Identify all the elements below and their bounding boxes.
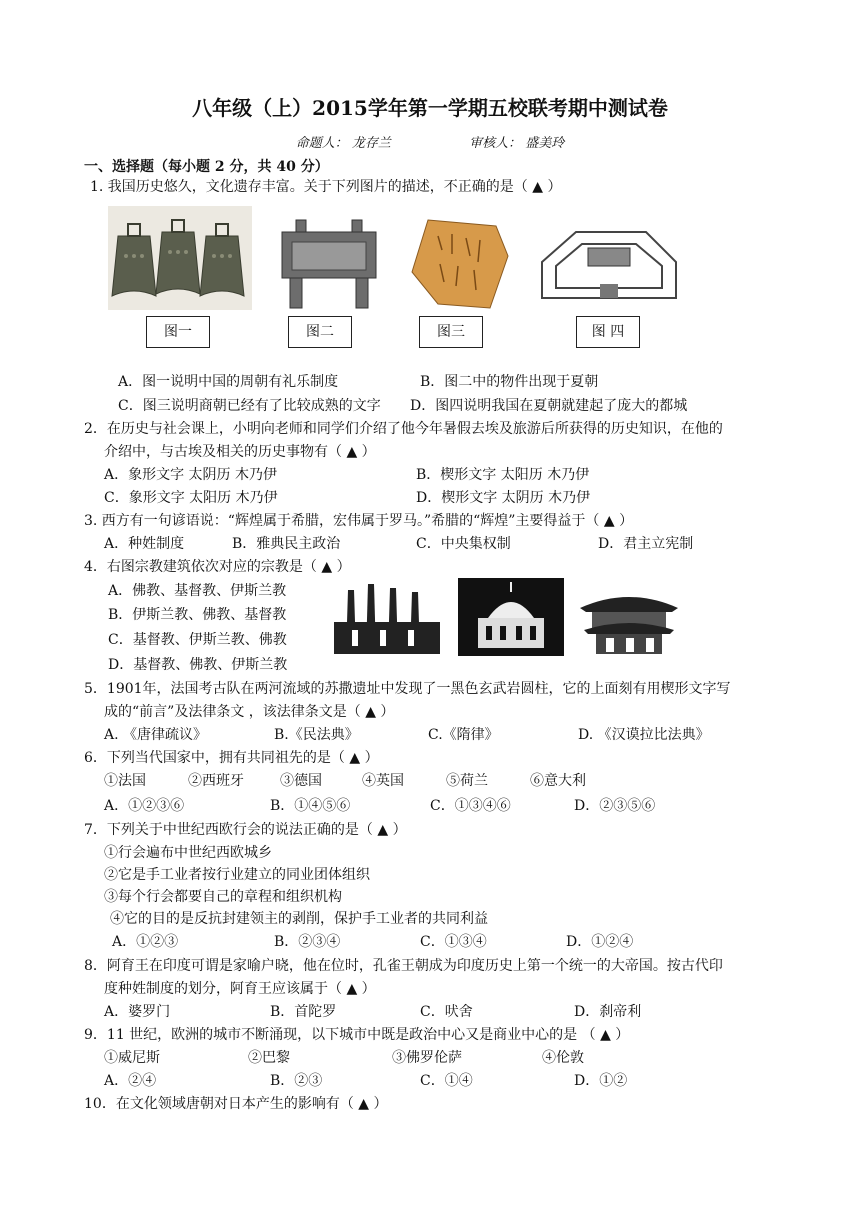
palace-model-image	[536, 222, 682, 304]
q5-opt-c[interactable]: C.《隋律》	[428, 727, 499, 743]
q7-item-4: ④它的目的是反抗封建领主的剥削，保护手工业者的共同利益	[110, 911, 488, 927]
q2-opt-c[interactable]: C．象形文字 太阳历 木乃伊	[104, 490, 278, 506]
q7-opt-b[interactable]: B．②③④	[274, 934, 341, 950]
q4-opt-c[interactable]: C．基督教、伊斯兰教、佛教	[108, 632, 287, 648]
q2-opt-d[interactable]: D．楔形文字 太阴历 木乃伊	[416, 490, 591, 506]
q5-stem-1: 5．1901年，法国考古队在两河流域的苏撒遗址中发现了一黑色玄武岩圆柱，它的上面刻有用楔形文字写	[84, 681, 731, 697]
q4-opt-a[interactable]: A．佛教、基督教、伊斯兰教	[108, 583, 287, 599]
q9-item-1: ①威尼斯	[104, 1050, 160, 1066]
q7-item-3: ③每个行会都要自己的章程和组织机构	[104, 889, 342, 905]
q1-opt-d[interactable]: D．图四说明我国在夏朝就建起了庞大的都城	[410, 398, 688, 414]
q2-stem-1: 2．在历史与社会课上，小明向老师和同学们介绍了他今年暑假去埃及旅游后所获得的历史知识，在他的	[84, 421, 723, 437]
q8-opt-b[interactable]: B．首陀罗	[270, 1004, 337, 1020]
cathedral-image	[328, 582, 446, 654]
q6-item-6: ⑥意大利	[530, 773, 586, 789]
q6-opt-b[interactable]: B．①④⑤⑥	[270, 798, 351, 814]
q1-stem: 1. 我国历史悠久，文化遗存丰富。关于下列图片的描述，不正确的是（ ▲ ）	[90, 179, 562, 195]
q2-opt-a[interactable]: A．象形文字 太阴历 木乃伊	[104, 467, 278, 483]
q5-stem-2: 成的“前言”及法律条文 ，该法律条文是（ ▲ ）	[104, 704, 395, 720]
q8-stem-2: 度种姓制度的划分，阿育王应该属于（ ▲ ）	[104, 981, 376, 997]
authors-line	[0, 132, 860, 151]
q9-item-4: ④伦敦	[542, 1050, 584, 1066]
q8-stem-1: 8．阿育王在印度可谓是家喻户晓，他在位时，孔雀王朝成为印度历史上第一个统一的大帝国。按古代印	[84, 958, 723, 974]
q1-opt-b[interactable]: B．图二中的物件出现于夏朝	[420, 374, 599, 390]
q6-stem: 6．下列当代国家中，拥有共同祖先的是（ ▲ ）	[84, 750, 379, 766]
q9-opt-d[interactable]: D．①②	[574, 1073, 628, 1089]
q6-item-1: ①法国	[104, 773, 146, 789]
q9-item-2: ②巴黎	[248, 1050, 290, 1066]
q3-stem: 3. 西方有一句谚语说：“辉煌属于希腊，宏伟属于罗马。”希腊的“辉煌”主要得益于（ ▲ ）	[84, 513, 634, 529]
q4-opt-b[interactable]: B．伊斯兰教、佛教、基督教	[108, 607, 287, 623]
q6-item-4: ④英国	[362, 773, 404, 789]
q7-item-2: ②它是手工业者按行业建立的同业团体组织	[104, 867, 370, 883]
q6-opt-a[interactable]: A．①②③⑥	[104, 798, 185, 814]
mosque-image	[458, 578, 564, 656]
q7-opt-c[interactable]: C．①③④	[420, 934, 487, 950]
q7-opt-d[interactable]: D．①②④	[566, 934, 634, 950]
q1-opt-a[interactable]: A．图一说明中国的周朝有礼乐制度	[118, 374, 339, 390]
q9-opt-b[interactable]: B．②③	[270, 1073, 323, 1089]
q2-opt-b[interactable]: B．楔形文字 太阳历 木乃伊	[416, 467, 590, 483]
bronze-ding-image	[276, 218, 382, 310]
oracle-bone-image	[408, 216, 512, 312]
q5-opt-a[interactable]: A. 《唐律疏议》	[104, 727, 208, 743]
temple-image	[576, 582, 682, 656]
q4-opt-d[interactable]: D．基督教、佛教、伊斯兰教	[108, 657, 288, 673]
setter: 命题人： 龙存兰	[295, 136, 391, 151]
q6-item-5: ⑤荷兰	[446, 773, 488, 789]
caption-fig2: 图二	[288, 316, 352, 348]
q9-opt-c[interactable]: C．①④	[420, 1073, 473, 1089]
q3-opt-b[interactable]: B．雅典民主政治	[232, 536, 341, 552]
q4-stem: 4．右图宗教建筑依次对应的宗教是（ ▲ ）	[84, 559, 351, 575]
q3-opt-c[interactable]: C．中央集权制	[416, 536, 511, 552]
q8-opt-d[interactable]: D．刹帝利	[574, 1004, 642, 1020]
q3-opt-d[interactable]: D．君主立宪制	[598, 536, 694, 552]
q6-opt-c[interactable]: C．①③④⑥	[430, 798, 511, 814]
exam-title: 八年级（上）2015学年第一学期五校联考期中测试卷	[192, 96, 668, 120]
q8-opt-c[interactable]: C．吠舍	[420, 1004, 473, 1020]
q2-stem-2: 介绍中，与古埃及相关的历史事物有（ ▲ ）	[104, 444, 376, 460]
q7-opt-a[interactable]: A．①②③	[112, 934, 179, 950]
bronze-bells-image	[108, 206, 252, 310]
q5-opt-d[interactable]: D. 《汉谟拉比法典》	[578, 727, 710, 743]
q5-opt-b[interactable]: B.《民法典》	[274, 727, 359, 743]
q1-opt-c[interactable]: C．图三说明商朝已经有了比较成熟的文字	[118, 398, 381, 414]
caption-fig3: 图三	[419, 316, 483, 348]
q9-stem: 9．11 世纪，欧洲的城市不断涌现，以下城市中既是政治中心又是商业中心的是 （ ▲ ）	[84, 1027, 630, 1043]
q7-stem: 7．下列关于中世纪西欧行会的说法正确的是（ ▲ ）	[84, 822, 407, 838]
q3-opt-a[interactable]: A．种姓制度	[104, 536, 185, 552]
caption-fig4: 图 四	[576, 316, 640, 348]
section-heading: 一、选择题（每小题 2 分，共 40 分）	[84, 159, 329, 175]
caption-fig1: 图一	[146, 316, 210, 348]
q6-item-3: ③德国	[280, 773, 322, 789]
q7-item-1: ①行会遍布中世纪西欧城乡	[104, 845, 272, 861]
q6-item-2: ②西班牙	[188, 773, 244, 789]
q10-stem: 10．在文化领域唐朝对日本产生的影响有（ ▲ ）	[84, 1096, 388, 1112]
reviewer: 审核人： 盛美玲	[469, 136, 565, 151]
q9-item-3: ③佛罗伦萨	[392, 1050, 462, 1066]
q9-opt-a[interactable]: A．②④	[104, 1073, 157, 1089]
q8-opt-a[interactable]: A．婆罗门	[104, 1004, 171, 1020]
q6-opt-d[interactable]: D．②③⑤⑥	[574, 798, 656, 814]
